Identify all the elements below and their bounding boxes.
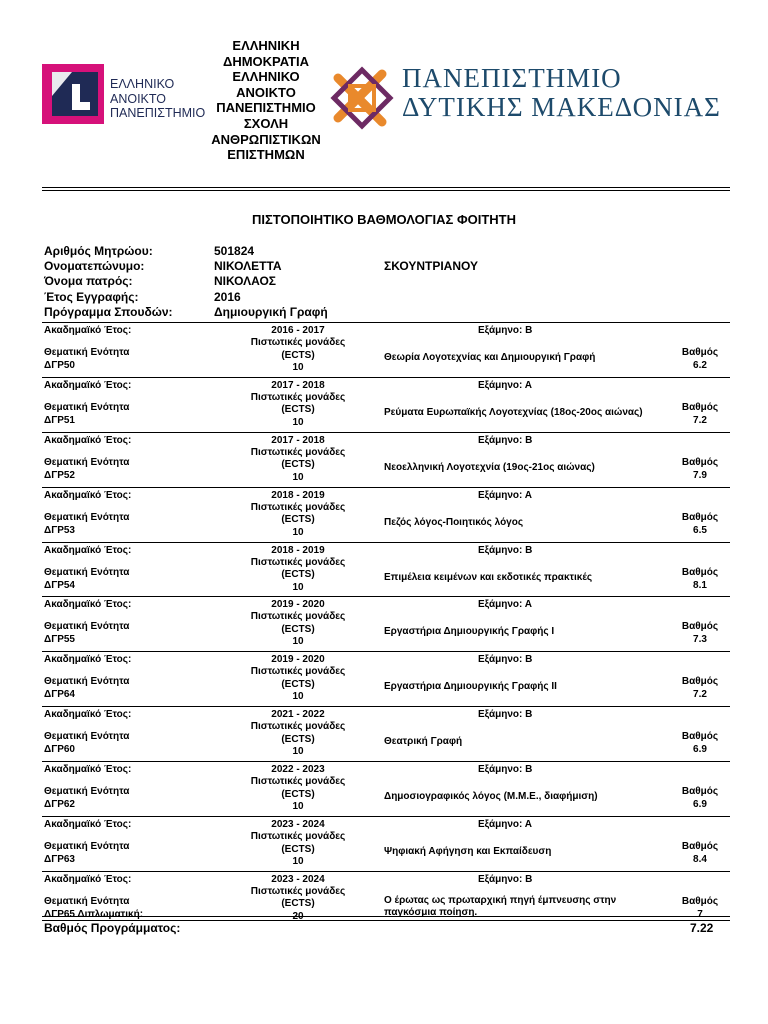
module-row bbox=[42, 596, 730, 651]
thematic-unit-label: Θεματική Ενότητα bbox=[44, 731, 130, 743]
eap-logo-text: ΕΛΛΗΝΙΚΟ ΑΝΟΙΚΤΟ ΠΑΝΕΠΙΣΤΗΜΙΟ bbox=[110, 77, 206, 120]
ects-label: Πιστωτικές μονάδες bbox=[250, 831, 346, 843]
thematic-unit-label: Θεματική Ενότητα bbox=[44, 621, 130, 633]
last-name-value: ΣΚΟΥΝΤΡΙΑΝΟΥ bbox=[384, 259, 478, 274]
eap-logo-mark-icon bbox=[42, 64, 104, 124]
father-label: Όνομα πατρός: bbox=[44, 274, 133, 289]
ects-label-abbrev: (ECTS) bbox=[281, 404, 315, 416]
module-row bbox=[42, 487, 730, 542]
ects-value: 10 bbox=[292, 691, 304, 703]
course-title: Ρεύματα Ευρωπαϊκής Λογοτεχνίας (18ος-20ος αιώνας) bbox=[384, 406, 643, 418]
ects-value: 10 bbox=[292, 581, 304, 593]
grade-label: Βαθμός bbox=[681, 621, 719, 633]
ects-label: Πιστωτικές μονάδες bbox=[250, 611, 346, 623]
ects-label: Πιστωτικές μονάδες bbox=[250, 556, 346, 568]
grade bbox=[670, 566, 730, 592]
academic-year-value: 2018 - 2019 bbox=[271, 544, 325, 556]
ects-label: Πιστωτικές μονάδες bbox=[250, 885, 346, 897]
course-title: Θεωρία Λογοτεχνίας και Δημιουργική Γραφή bbox=[384, 352, 596, 363]
grade-value: 7.2 bbox=[693, 414, 707, 426]
academic-year-value: 2019 - 2020 bbox=[271, 599, 325, 611]
academic-year-label: Ακαδημαϊκό Έτος: bbox=[44, 325, 132, 336]
thematic-unit bbox=[44, 566, 129, 592]
ects bbox=[238, 831, 358, 869]
ects-label: Πιστωτικές μονάδες bbox=[250, 721, 346, 733]
grade bbox=[670, 620, 730, 646]
grade-value: 7 bbox=[697, 908, 703, 920]
grade-label: Βαθμός bbox=[681, 676, 719, 688]
ects-value: 10 bbox=[292, 636, 304, 648]
course-title: Εργαστήρια Δημιουργικής Γραφής ΙΙ bbox=[384, 681, 557, 693]
academic-year-value: 2022 - 2023 bbox=[271, 764, 325, 776]
module-row bbox=[42, 432, 730, 487]
grade bbox=[670, 840, 730, 866]
grade-label: Βαθμός bbox=[681, 456, 719, 468]
ects-label: Πιστωτικές μονάδες bbox=[250, 666, 346, 678]
academic-year-label: Ακαδημαϊκό Έτος: bbox=[44, 544, 132, 556]
ects bbox=[238, 776, 358, 814]
ects-label-abbrev: (ECTS) bbox=[281, 788, 315, 800]
semester: Εξάμηνο: Β bbox=[478, 709, 533, 721]
ects-label-abbrev: (ECTS) bbox=[281, 623, 315, 635]
grade-value: 6.9 bbox=[693, 799, 707, 811]
ects bbox=[238, 666, 358, 704]
grade bbox=[670, 730, 730, 756]
grade bbox=[670, 675, 730, 701]
module-list bbox=[42, 322, 730, 929]
thematic-unit bbox=[44, 620, 129, 646]
ects-value: 10 bbox=[292, 526, 304, 538]
ects-value: 10 bbox=[292, 416, 304, 428]
grade-label: Βαθμός bbox=[681, 841, 719, 853]
course-title: Εργαστήρια Δημιουργικής Γραφής Ι bbox=[384, 626, 555, 638]
grade-value: 7.3 bbox=[693, 634, 707, 646]
semester: Εξάμηνο: Β bbox=[478, 654, 533, 666]
grade bbox=[670, 401, 730, 427]
institution-name: ΕΛΛΗΝΙΚΗ ΔΗΜΟΚΡΑΤΙΑ ΕΛΛΗΝΙΚΟ ΑΝΟΙΚΤΟ ΠΑΝΕΠΙΣΤΗΜΙΟ ΣΧΟΛΗ ΑΝΘΡΩΠΙΣΤΙΚΩΝ ΕΠΙΣΤΗΜΩΝ bbox=[211, 38, 321, 163]
thematic-unit-label: Θεματική Ενότητα bbox=[44, 841, 130, 853]
ects bbox=[238, 337, 358, 375]
grade-label: Βαθμός bbox=[681, 731, 719, 743]
grade-label: Βαθμός bbox=[681, 895, 719, 907]
thematic-unit-label: Θεματική Ενότητα bbox=[44, 511, 130, 523]
grade-value: 6.9 bbox=[693, 744, 707, 756]
ects-value: 20 bbox=[292, 910, 304, 922]
header-divider-2 bbox=[42, 190, 730, 191]
ects bbox=[238, 721, 358, 759]
thematic-unit-label: Θεματική Ενότητα bbox=[44, 676, 130, 688]
ects-label: Πιστωτικές μονάδες bbox=[250, 776, 346, 788]
ects bbox=[238, 611, 358, 649]
academic-year-value: 2021 - 2022 bbox=[271, 709, 325, 721]
module-code: ΔΓΡ53 bbox=[44, 524, 75, 536]
semester: Εξάμηνο: Α bbox=[478, 819, 533, 831]
academic-year-label: Ακαδημαϊκό Έτος: bbox=[44, 709, 132, 721]
thematic-unit bbox=[44, 511, 129, 537]
ects bbox=[238, 502, 358, 540]
academic-year-label: Ακαδημαϊκό Έτος: bbox=[44, 599, 132, 611]
module-row bbox=[42, 651, 730, 706]
semester: Εξάμηνο: Β bbox=[478, 764, 533, 776]
course-title: Δημοσιογραφικός λόγος (Μ.Μ.Ε., διαφήμιση) bbox=[384, 791, 598, 803]
enrollment-year-label: Έτος Εγγραφής: bbox=[44, 289, 139, 304]
course-title: Θεατρική Γραφή bbox=[384, 736, 463, 748]
semester: Εξάμηνο: Β bbox=[478, 873, 533, 885]
thematic-unit bbox=[44, 346, 129, 372]
ects-label-abbrev: (ECTS) bbox=[281, 459, 315, 471]
semester: Εξάμηνο: Α bbox=[478, 599, 533, 611]
thematic-unit bbox=[44, 840, 129, 866]
thematic-unit bbox=[44, 730, 129, 756]
module-row bbox=[42, 706, 730, 761]
thematic-unit-label: Θεματική Ενότητα bbox=[44, 347, 130, 358]
academic-year-label: Ακαδημαϊκό Έτος: bbox=[44, 489, 132, 501]
thematic-unit bbox=[44, 785, 129, 811]
grade-value: 7.2 bbox=[693, 689, 707, 701]
grade bbox=[670, 511, 730, 537]
ects-label: Πιστωτικές μονάδες bbox=[250, 391, 346, 403]
eap-logo bbox=[42, 64, 206, 126]
thematic-unit-label: Θεματική Ενότητα bbox=[44, 456, 130, 468]
registry-value: 501824 bbox=[214, 244, 255, 258]
program-grade-value: 7.22 bbox=[690, 921, 714, 935]
module-code: ΔΓΡ65 Διπλωματική: bbox=[44, 908, 144, 920]
academic-year-label: Ακαδημαϊκό Έτος: bbox=[44, 654, 132, 666]
module-code: ΔΓΡ60 bbox=[44, 744, 75, 756]
module-code: ΔΓΡ54 bbox=[44, 579, 75, 591]
program-label: Πρόγραμμα Σπουδών: bbox=[44, 304, 173, 319]
semester: Εξάμηνο: Β bbox=[478, 434, 533, 446]
module-code: ΔΓΡ64 bbox=[44, 689, 75, 701]
thematic-unit-label: Θεματική Ενότητα bbox=[44, 895, 130, 907]
course-title: Νεοελληνική Λογοτεχνία (19ος-21ος αιώνας) bbox=[384, 461, 595, 473]
header-divider bbox=[42, 187, 730, 188]
module-row bbox=[42, 542, 730, 597]
module-code: ΔΓΡ63 bbox=[44, 854, 75, 866]
ects-label-abbrev: (ECTS) bbox=[281, 514, 315, 526]
academic-year-value: 2017 - 2018 bbox=[271, 379, 325, 391]
first-name-value: ΝΙΚΟΛΕΤΤΑ bbox=[214, 259, 282, 274]
course-title: Ψηφιακή Αφήγηση και Εκπαίδευση bbox=[384, 846, 552, 858]
ects-value: 10 bbox=[292, 856, 304, 868]
document-title: ΠΙΣΤΟΠΟΙΗΤΙΚΟ ΒΑΘΜΟΛΟΓΙΑΣ ΦΟΙΤΗΤΗ bbox=[251, 212, 517, 227]
grade-label: Βαθμός bbox=[681, 566, 719, 578]
academic-year-value: 2023 - 2024 bbox=[271, 819, 325, 831]
ects-value: 10 bbox=[292, 362, 304, 373]
grade-label: Βαθμός bbox=[681, 401, 719, 413]
grade-value: 8.4 bbox=[693, 854, 707, 866]
uowm-knot-logo-icon bbox=[330, 66, 394, 130]
thematic-unit bbox=[44, 401, 129, 427]
module-code: ΔΓΡ62 bbox=[44, 799, 75, 811]
course-title: Πεζός λόγος-Ποιητικός λόγος bbox=[384, 516, 524, 528]
ects bbox=[238, 392, 358, 430]
module-row bbox=[42, 322, 730, 377]
module-code: ΔΓΡ52 bbox=[44, 469, 75, 481]
academic-year-value: 2016 - 2017 bbox=[271, 325, 325, 336]
academic-year-label: Ακαδημαϊκό Έτος: bbox=[44, 873, 132, 885]
grade bbox=[670, 456, 730, 482]
module-code: ΔΓΡ51 bbox=[44, 414, 75, 426]
program-grade-label: Βαθμός Προγράμματος: bbox=[44, 921, 181, 935]
thematic-unit bbox=[44, 456, 129, 482]
ects-label: Πιστωτικές μονάδες bbox=[250, 337, 346, 348]
module-row bbox=[42, 816, 730, 871]
module-row bbox=[42, 761, 730, 816]
grade-label: Βαθμός bbox=[681, 511, 719, 523]
ects-value: 10 bbox=[292, 746, 304, 758]
ects-label-abbrev: (ECTS) bbox=[281, 843, 315, 855]
enrollment-year-value: 2016 bbox=[214, 289, 241, 304]
thematic-unit-label: Θεματική Ενότητα bbox=[44, 786, 130, 798]
semester: Εξάμηνο: Α bbox=[478, 489, 533, 501]
academic-year-value: 2023 - 2024 bbox=[271, 873, 325, 885]
name-label: Ονοματεπώνυμο: bbox=[44, 259, 145, 274]
program-value: Δημιουργική Γραφή bbox=[214, 304, 328, 319]
ects-label-abbrev: (ECTS) bbox=[281, 349, 315, 361]
thematic-unit bbox=[44, 675, 129, 701]
academic-year-value: 2019 - 2020 bbox=[271, 654, 325, 666]
ects bbox=[238, 447, 358, 485]
ects-label: Πιστωτικές μονάδες bbox=[250, 446, 346, 458]
grade-label: Βαθμός bbox=[681, 347, 719, 358]
thematic-unit-label: Θεματική Ενότητα bbox=[44, 566, 130, 578]
ects-label-abbrev: (ECTS) bbox=[281, 569, 315, 581]
grade-value: 7.9 bbox=[693, 469, 707, 481]
academic-year-label: Ακαδημαϊκό Έτος: bbox=[44, 764, 132, 776]
semester: Εξάμηνο: Β bbox=[478, 544, 533, 556]
academic-year-label: Ακαδημαϊκό Έτος: bbox=[44, 819, 132, 831]
ects-label-abbrev: (ECTS) bbox=[281, 678, 315, 690]
ects bbox=[238, 557, 358, 595]
grade-value: 8.1 bbox=[693, 579, 707, 591]
ects-label-abbrev: (ECTS) bbox=[281, 733, 315, 745]
thematic-unit-label: Θεματική Ενότητα bbox=[44, 401, 130, 413]
course-title: Ο έρωτας ως πρωταρχική πηγή έμπνευσης στην παγκόσμια ποίηση. bbox=[384, 894, 617, 919]
course-title: Επιμέλεια κειμένων και εκδοτικές πρακτικές bbox=[384, 571, 593, 583]
grade-value: 6.5 bbox=[693, 524, 707, 536]
module-code: ΔΓΡ50 bbox=[44, 360, 75, 371]
registry-label: Αριθμός Μητρώου: bbox=[44, 244, 153, 258]
module-code: ΔΓΡ55 bbox=[44, 634, 75, 646]
ects-value: 10 bbox=[292, 471, 304, 483]
academic-year-value: 2017 - 2018 bbox=[271, 434, 325, 446]
academic-year-value: 2018 - 2019 bbox=[271, 489, 325, 501]
semester: Εξάμηνο: Β bbox=[478, 325, 533, 336]
module-row bbox=[42, 377, 730, 432]
ects-label-abbrev: (ECTS) bbox=[281, 898, 315, 910]
grade bbox=[670, 346, 730, 372]
grade bbox=[670, 785, 730, 811]
academic-year-label: Ακαδημαϊκό Έτος: bbox=[44, 434, 132, 446]
ects-label: Πιστωτικές μονάδες bbox=[250, 501, 346, 513]
semester: Εξάμηνο: Α bbox=[478, 379, 533, 391]
grade-value: 6.2 bbox=[693, 360, 707, 371]
uowm-name: ΠΑΝΕΠΙΣΤΗΜΙΟ ΔΥΤΙΚΗΣ ΜΑΚΕΔΟΝΙΑΣ bbox=[402, 63, 721, 122]
grade-label: Βαθμός bbox=[681, 786, 719, 798]
father-value: ΝΙΚΟΛΑΟΣ bbox=[214, 274, 277, 289]
academic-year-label: Ακαδημαϊκό Έτος: bbox=[44, 379, 132, 391]
ects-value: 10 bbox=[292, 801, 304, 813]
